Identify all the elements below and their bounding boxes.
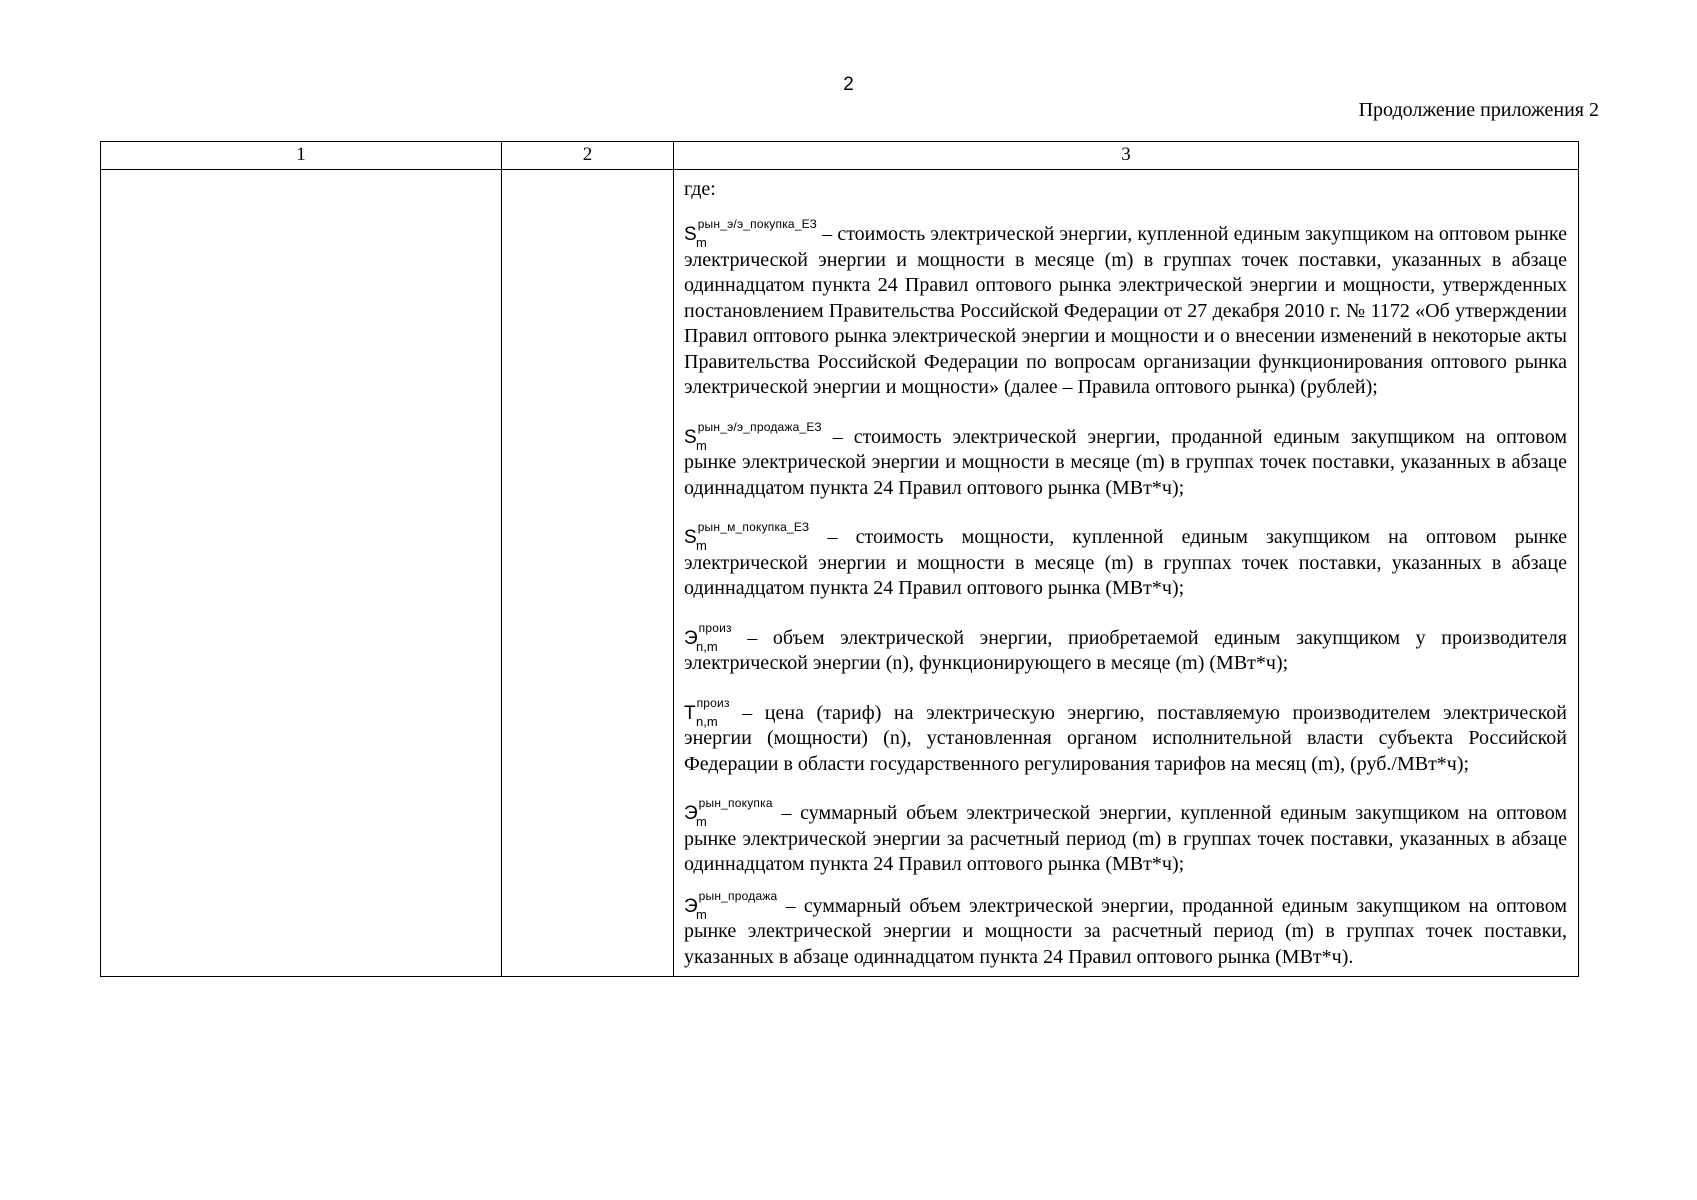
definition-purchase-cost-capacity — [684, 509, 1567, 602]
formula-symbol: Tпроиз n,m — [684, 695, 730, 729]
definition-text: – стоимость электрической энергии, проданной единым закупщиком на оптовом рынке электрической энергии и мощности в месяце (m) в группах точек поставки, указанных в абзаце одиннадцатом пункта 24 Правил оптового рынка (МВт*ч); — [684, 425, 1567, 499]
appendix-continuation-label: Продолжение приложения 2 — [1358, 99, 1599, 121]
appendix-table — [100, 141, 1579, 977]
formula-symbol: Sрын_э/э_продажа_ЕЗ m — [684, 419, 822, 453]
formula-symbol: Sрын_э/э_покупка_ЕЗ m — [684, 217, 818, 250]
cell-column-2 — [502, 170, 674, 977]
definition-text: – суммарный объем электрической энергии, купленной единым закупщиком на оптовом рынке электрической энергии за расчетный период (m) в группах точек поставки, указанных в абзаце одиннадцатом пункта 24 Правил оптового рынка (МВт*ч); — [684, 802, 1567, 875]
cell-column-3 — [674, 170, 1579, 977]
cell-column-1 — [101, 170, 502, 977]
column-header-2: 2 — [502, 142, 674, 170]
definitions-intro: где: — [684, 178, 716, 200]
definition-text: – суммарный объем электрической энергии, проданной единым закупщиком на оптовом рынке электрической энергии и мощности за расчетный период (m) в группах точек поставки, указанных в абзаце одиннадцатом пункта 24 Правил оптового рынка (МВт*ч). — [684, 894, 1567, 968]
table-header-row — [101, 142, 1579, 170]
definition-sale-volume — [684, 878, 1567, 971]
column-header-1: 1 — [101, 142, 502, 170]
definition-text: – цена (тариф) на электрическую энергию, поставляемую производителем электрической энергии (мощности) (n), установленная органом исполнительной власти субъекта Российской Федерации в области государственного регулирования тарифов на месяц (m), (руб./МВт*ч); — [684, 701, 1567, 775]
definition-producer-volume — [684, 610, 1567, 677]
definition-text: – объем электрической энергии, приобретаемой единым закупщиком у производителя электрической энергии (n), функционирующего в месяце (m) (МВт*ч); — [684, 626, 1567, 674]
formula-symbol: Sрын_м_покупка_ЕЗ m — [684, 520, 810, 553]
table-row — [101, 170, 1579, 977]
definition-sale-cost-energy — [684, 409, 1567, 502]
definition-text: – стоимость мощности, купленной единым закупщиком на оптовом рынке электрической энергии и мощности в месяце (m) в группах точек поставки, указанных в абзаце одиннадцатом пункта 24 Правил оптового рынка (МВт*ч); — [684, 526, 1567, 599]
formula-symbol: Эпроиз n,m — [684, 620, 732, 654]
formula-symbol: Эрын_продажа m — [684, 888, 778, 922]
definition-producer-tariff — [684, 685, 1567, 778]
page-number: 2 — [843, 74, 854, 95]
definition-purchase-cost-energy — [684, 206, 1567, 401]
definition-text: – стоимость электрической энергии, купленной единым закупщиком на оптовом рынке электрической энергии и мощности в месяце (m) в группах точек поставки, указанных в абзаце одиннадцатом пункта 24 Правил оптового рынка электрической энергии и мощности, утвержденных постановлением Правительства Российской Федерации от 27 декабря 2010 г. № 1172 «Об утверждении Правил оптового рынка электрической энергии и мощности и о внесении изменений в некоторые акты Правительства Российской Федерации по вопросам организации функционирования оптового рынка электрической энергии и мощности» (далее – Правила оптового рынка) (рублей); — [684, 223, 1567, 398]
formula-symbol: Эрын_покупка m — [684, 796, 773, 829]
definition-purchase-volume — [684, 785, 1567, 878]
column-header-3: 3 — [674, 142, 1579, 170]
